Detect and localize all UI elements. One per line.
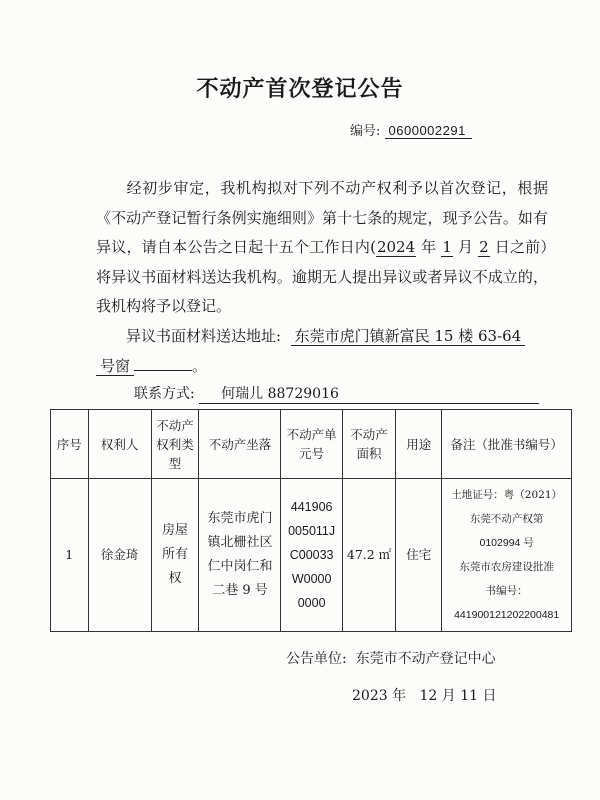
- cell-unit-line-2: 005011J: [288, 524, 336, 538]
- cell-note-line-4: 东莞市农房建设批准: [459, 561, 554, 573]
- cell-unit-line-5: 0000: [297, 596, 326, 610]
- cell-area: 47.2 ㎡: [342, 479, 395, 632]
- registration-table: [50, 409, 572, 632]
- notice-body: [96, 174, 548, 322]
- page-title: 不动产首次登记公告: [196, 77, 404, 102]
- header-right-type-line-3: 型: [168, 455, 182, 471]
- issue-date-day-unit: 日: [482, 688, 497, 704]
- body-line-4: 之前）将异议书面材料送达我机构。逾期无人提出异议或者异议: [96, 238, 548, 286]
- header-location: 不动产坐落: [199, 410, 281, 479]
- body-line-3-prefix: 如有异议，请自本公告之日起十五个工作日内(: [96, 208, 548, 256]
- header-use: 用途: [396, 410, 442, 479]
- cell-seq: 1: [51, 479, 89, 632]
- cell-note-line-6: 441900121202200481: [454, 609, 560, 621]
- header-unit-line-1: 不动产单: [286, 427, 337, 442]
- deadline-month: 1: [442, 238, 452, 256]
- address-underline-tail: [134, 354, 192, 371]
- table-header-row: [51, 410, 572, 479]
- cell-right-type-line-1: 房屋: [162, 523, 189, 538]
- contact-label: 联系方式:: [134, 386, 195, 402]
- issue-date-year-unit: 年: [392, 688, 407, 704]
- header-area: [342, 410, 395, 479]
- body-line-1: 经初步审定，我机构拟对下列不动产权利予以首次登记，根: [126, 179, 533, 197]
- serial-number: [350, 120, 472, 139]
- objection-address-end: 。: [192, 356, 208, 375]
- cell-unit-line-4: W0000: [291, 572, 332, 586]
- issue-date: [352, 685, 496, 705]
- objection-address-value-1: 东莞市虎门镇新富民 15 楼 63-64: [291, 327, 526, 346]
- cell-note-line-5: 书编号：: [485, 585, 528, 597]
- cell-note-line-2: 东莞不动产权第: [469, 513, 544, 525]
- cell-unit-line-3: C00033: [289, 548, 334, 562]
- header-right-type-line-1: 不动产: [156, 417, 194, 433]
- cell-location-line-4: 二巷 9 号: [212, 583, 268, 598]
- header-right-type-line-2: 权利类: [156, 436, 194, 452]
- deadline-day: 2: [479, 238, 489, 256]
- header-unit-line-2: 元号: [299, 446, 325, 461]
- issue-date-month-unit: 月: [441, 688, 456, 704]
- cell-right-type-line-3: 权: [168, 571, 182, 586]
- serial-value: 0600002291: [385, 123, 472, 139]
- issuer-label: 公告单位:: [286, 651, 347, 667]
- header-unit-number: [281, 410, 342, 479]
- header-holder: 权利人: [88, 410, 151, 479]
- contact-value: 何瑞儿 88729016: [199, 383, 539, 404]
- cell-right-type-line-2: 所有: [162, 547, 189, 562]
- cell-use: 住宅: [396, 479, 442, 632]
- objection-address-value-2: 号窗: [96, 357, 134, 376]
- header-note: 备注（批准书编号）: [442, 410, 572, 479]
- header-area-line-2: 面积: [356, 446, 382, 461]
- header-right-type: [151, 410, 199, 479]
- cell-holder: 徐金琦: [88, 479, 151, 632]
- header-area-line-1: 不动产: [350, 427, 388, 442]
- deadline-year: 2024: [376, 238, 416, 256]
- cell-note-line-3: 0102994 号: [479, 537, 534, 549]
- issuer-value: 东莞市不动产登记中心: [355, 651, 496, 667]
- objection-address-label: 异议书面材料送达地址:: [126, 327, 282, 345]
- issuer: [286, 648, 496, 668]
- objection-address: [96, 322, 548, 381]
- cell-note: [442, 479, 572, 632]
- body-line-5: 不成立的，我机构将予以登记。: [96, 267, 548, 315]
- cell-note-line-1: 土地证号：粤（2021）: [451, 489, 563, 501]
- issue-date-day: 11: [460, 688, 479, 704]
- body-line-2: 据《不动产登记暂行条例实施细则》第十七条的规定，现予公告。: [96, 179, 548, 227]
- issue-date-year: 2023: [352, 688, 388, 704]
- header-seq: 序号: [51, 410, 89, 479]
- serial-label: 编号:: [350, 124, 381, 139]
- cell-location: [199, 479, 281, 632]
- cell-right-type: [151, 479, 199, 632]
- deadline-month-unit: 月: [457, 238, 474, 256]
- issue-date-month: 12: [419, 688, 438, 704]
- deadline-year-unit: 年: [421, 238, 437, 256]
- cell-location-line-1: 东莞市虎门: [207, 511, 273, 526]
- contact-info: [134, 383, 539, 404]
- deadline-day-unit: 日: [494, 238, 510, 256]
- cell-location-line-2: 镇北栅社区: [207, 535, 273, 550]
- cell-location-line-3: 仁中岗仁和: [207, 559, 273, 574]
- cell-unit-line-1: 441906: [290, 500, 333, 514]
- cell-unit-number: [281, 479, 342, 632]
- table-row: [51, 479, 572, 632]
